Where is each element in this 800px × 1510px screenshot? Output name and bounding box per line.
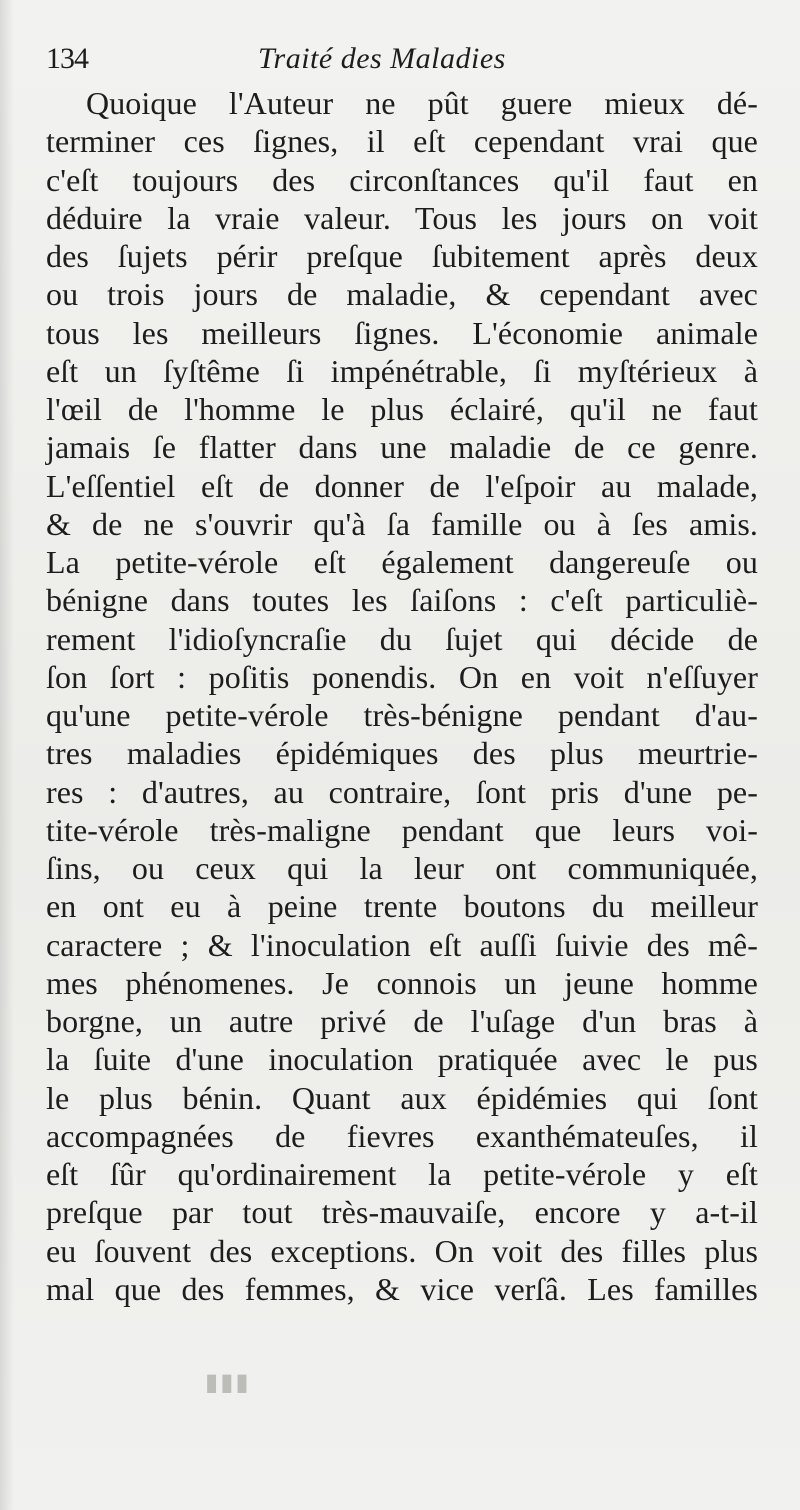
text-line: le plus bénin. Quant aux épidémies qui ſont bbox=[46, 1079, 758, 1116]
body-text bbox=[46, 84, 758, 1308]
text-line: jamais ſe flatter dans une maladie de ce genre. bbox=[46, 429, 758, 466]
text-line: tres maladies épidémiques des plus meurtrie- bbox=[46, 735, 758, 772]
page-header bbox=[46, 40, 752, 84]
text-line: preſque par tout très-mauvaiſe, encore y a-t-il bbox=[46, 1194, 758, 1231]
text-line: tous les meilleurs ſignes. L'économie animale bbox=[46, 314, 758, 351]
text-line: des ſujets périr preſque ſubitement après deux bbox=[46, 238, 758, 274]
text-line: l'œil de l'homme le plus éclairé, qu'il ne faut bbox=[46, 391, 758, 427]
text-line: borgne, un autre privé de l'uſage d'un bras à bbox=[46, 1003, 758, 1039]
text-line: la ſuite d'une inoculation pratiquée avec le pus bbox=[46, 1041, 758, 1078]
text-line: res : d'autres, au contraire, ſont pris d'une pe- bbox=[46, 773, 758, 810]
text-line: bénigne dans toutes les ſaiſons : c'eſt particuliè- bbox=[46, 582, 758, 619]
text-line: mal que des femmes, & vice verſâ. Les familles bbox=[46, 1270, 758, 1307]
text-line: accompagnées de fievres exanthémateuſes, il bbox=[46, 1117, 758, 1154]
text-line: & de ne s'ouvrir qu'à ſa famille ou à ſes amis. bbox=[46, 505, 758, 542]
text-line: ſins, ou ceux qui la leur ont communiquée, bbox=[46, 850, 758, 886]
text-line: en ont eu à peine trente boutons du meilleur bbox=[46, 888, 758, 925]
text-line: qu'une petite-vérole très-bénigne pendant d'au- bbox=[46, 697, 758, 733]
text-line: ſon ſort : poſitis ponendis. On en voit n'eſſuyer bbox=[46, 658, 758, 695]
text-line: déduire la vraie valeur. Tous les jours on voit bbox=[46, 199, 758, 236]
text-line: eſt un ſyſtême ſi impénétrable, ſi myſtérieux à bbox=[46, 352, 758, 389]
text-line: mes phénomenes. Je connois un jeune homme bbox=[46, 964, 758, 1001]
page-number: 134 bbox=[46, 42, 88, 75]
text-line: Quoique l'Auteur ne pût guere mieux dé- bbox=[86, 85, 758, 121]
text-line: eſt ſûr qu'ordinairement la petite-vérole y eſt bbox=[46, 1156, 758, 1192]
running-title: Traité des Maladies bbox=[258, 42, 506, 75]
text-line: c'eſt toujours des circonſtances qu'il faut en bbox=[46, 161, 758, 198]
text-line: terminer ces ſignes, il eſt cependant vrai que bbox=[46, 123, 758, 160]
text-line: L'eſſentiel eſt de donner de l'eſpoir au malade, bbox=[46, 467, 758, 504]
text-line: ou trois jours de maladie, & cependant avec bbox=[46, 276, 758, 313]
text-line: caractere ; & l'inoculation eſt auſſi ſuivie des mê- bbox=[46, 926, 758, 963]
page-gutter-shadow bbox=[0, 0, 14, 1510]
text-line: eu ſouvent des exceptions. On voit des filles plus bbox=[46, 1232, 758, 1269]
text-line: rement l'idioſyncraſie du ſujet qui décide de bbox=[46, 620, 758, 657]
text-line: tite-vérole très-maligne pendant que leurs voi- bbox=[46, 811, 758, 848]
text-line: La petite-vérole eſt également dangereuſe ou bbox=[46, 544, 758, 580]
bleed-through-mark: ▮▮▮ bbox=[205, 1370, 251, 1396]
